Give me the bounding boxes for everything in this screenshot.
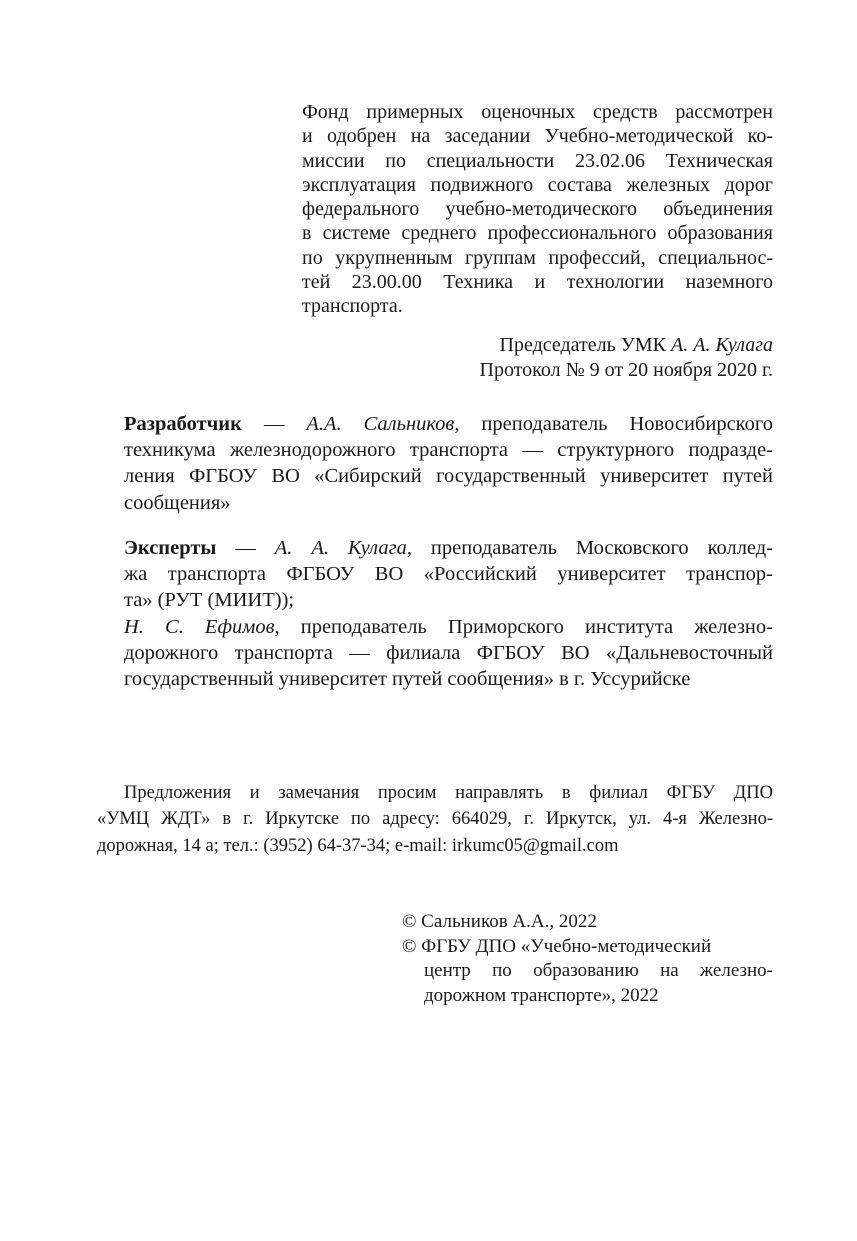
experts-line-1 xyxy=(124,535,773,561)
approval-line: миссии по специальности 23.02.06 Техническая xyxy=(302,149,773,172)
experts-block xyxy=(124,535,773,692)
experts-line-6: государственный университет путей сообщения» в г. Уссурийске xyxy=(124,667,691,690)
chair-line xyxy=(302,333,773,358)
expert-name-1: А. А. Кулага, xyxy=(274,537,412,559)
chair-prefix: Председатель УМК xyxy=(499,334,667,356)
developer-dash: — xyxy=(241,413,307,435)
developer-line-1-rest: преподаватель Новосибирского xyxy=(459,413,773,435)
approval-line: и одобрен на заседании Учебно-методической ко- xyxy=(302,125,773,148)
developer-name: А.А. Сальников, xyxy=(306,413,460,435)
experts-line-2: жа транспорта ФГБОУ ВО «Российский университет транспор- xyxy=(124,563,773,586)
contacts-line: Предложения и замечания просим направлять в филиал ФГБУ ДПО xyxy=(124,783,773,803)
copyright-author: © Сальников А.А., 2022 xyxy=(402,911,597,932)
developer-block xyxy=(124,411,773,516)
experts-line-3: та» (РУТ (МИИТ)); xyxy=(124,589,295,612)
experts-line-4 xyxy=(124,614,773,640)
approval-line: Фонд примерных оценочных средств рассмотрен xyxy=(302,101,773,123)
copyright-block xyxy=(402,910,773,1008)
copyright-org: © ФГБУ ДПО «Учебно-методический xyxy=(402,935,712,957)
developer-label: Разработчик xyxy=(124,413,242,435)
contacts-line: «УМЦ ЖДТ» в г. Иркутске по адресу: 664029, г. Иркутск, ул. 4-я Железно- xyxy=(97,809,773,830)
approval-line: тей 23.00.00 Техника и технологии наземного xyxy=(302,271,773,294)
approval-line: федерального учебно-методического объединения xyxy=(302,198,773,221)
developer-line-3: ления ФГБОУ ВО «Сибирский государственный университет путей xyxy=(124,465,773,488)
experts-label: Эксперты xyxy=(124,537,217,559)
experts-line-1-rest: преподаватель Московского коллед- xyxy=(412,537,774,559)
approval-paragraph xyxy=(302,100,773,319)
experts-dash: — xyxy=(216,537,275,559)
chair-name: А. А. Кулага xyxy=(671,334,773,356)
approval-line: транспорта. xyxy=(302,295,403,318)
developer-line-1 xyxy=(124,411,773,437)
copyright-org-cont: дорожном транспорте», 2022 xyxy=(424,984,659,1006)
approval-line: эксплуатация подвижного состава железных дорог xyxy=(302,173,773,196)
approval-line: в системе среднего профессионального образования xyxy=(302,222,773,245)
experts-line-5: дорожного транспорта — филиала ФГБОУ ВО «Дальневосточный xyxy=(124,641,773,664)
experts-line-4-rest: преподаватель Приморского института железно- xyxy=(279,615,773,638)
contacts-line: дорожная, 14 а; тел.: (3952) 64-37-34; e-mail: irkumc05@gmail.com xyxy=(97,835,619,856)
contacts-paragraph xyxy=(97,780,773,859)
protocol-line: Протокол № 9 от 20 ноября 2020 г. xyxy=(479,358,773,381)
copyright-org-cont: центр по образованию на железно- xyxy=(424,960,773,981)
developer-line-2: техникума железнодорожного транспорта — структурного подразде- xyxy=(124,439,773,462)
approval-signature xyxy=(302,333,773,382)
expert-name-2: Н. С. Ефимов, xyxy=(124,615,280,638)
developer-line-4: сообщения» xyxy=(124,491,231,514)
approval-line: по укрупненным группам профессий, специальнос- xyxy=(302,246,773,269)
